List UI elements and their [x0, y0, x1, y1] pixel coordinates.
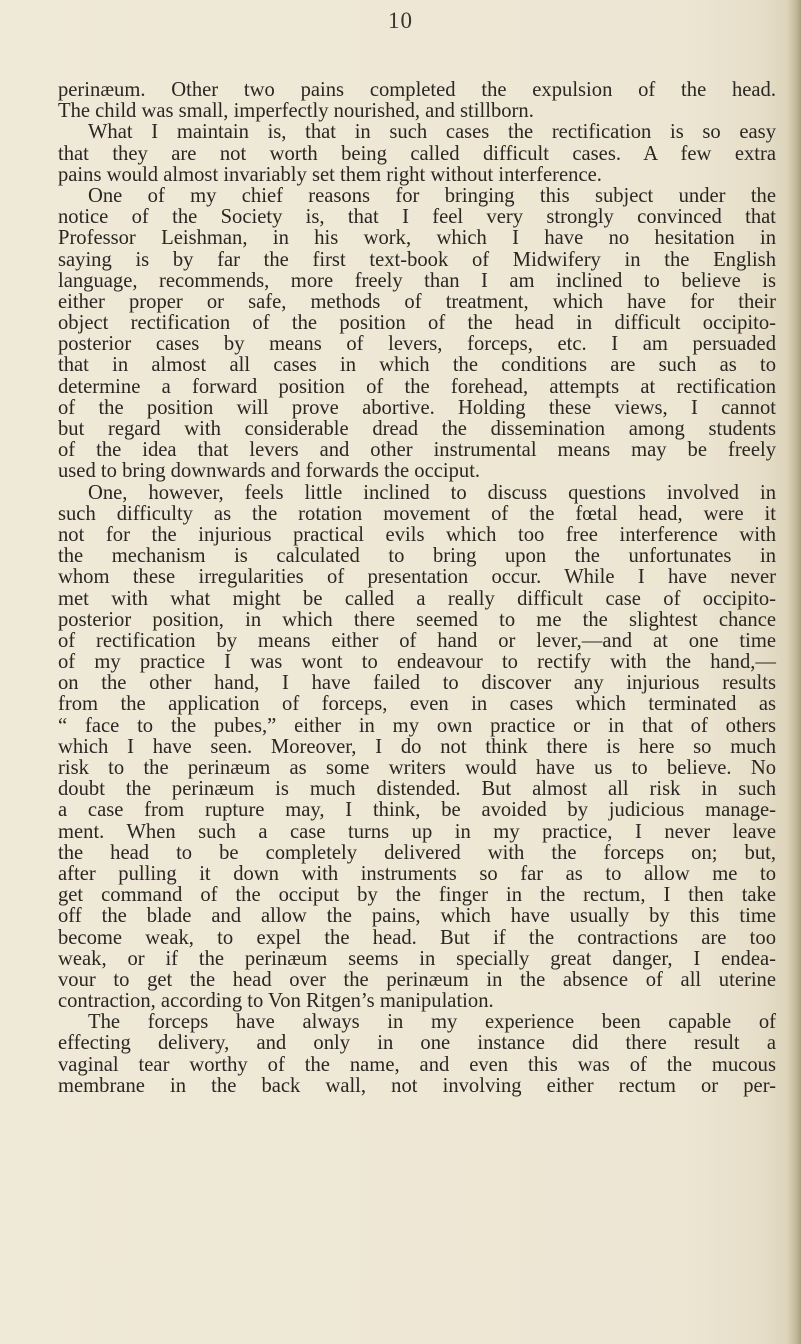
text-line: from the application of forceps, even in cases which terminated as	[58, 693, 776, 716]
text-line: One of my chief reasons for bringing this subject under the	[88, 184, 776, 207]
text-line: posterior position, in which there seemed to me the slightest chance	[58, 608, 776, 631]
text-line: become weak, to expel the head. But if the contractions are too	[58, 926, 776, 949]
text-line: language, recommends, more freely than I am inclined to believe is	[58, 269, 776, 292]
text-line: The forceps have always in my experience been capable of	[88, 1011, 776, 1034]
text-line: not for the injurious practical evils which too free interference with	[58, 523, 776, 546]
text-line: that they are not worth being called difficult cases. A few extra	[58, 142, 776, 165]
text-line: posterior cases by means of levers, forceps, etc. I am persuaded	[58, 333, 776, 356]
text-line: vour to get the head over the perinæum in the absence of all uterine	[58, 968, 776, 991]
page-edge-shadow	[787, 0, 801, 1344]
text-line: What I maintain is, that in such cases the rectification is so easy	[88, 121, 776, 144]
text-line: contraction, according to Von Ritgen’s manipulation.	[58, 990, 494, 1013]
text-line: determine a forward position of the forehead, attempts at rectification	[58, 375, 776, 398]
text-line: effecting delivery, and only in one instance did there result a	[58, 1032, 776, 1055]
text-line: used to bring downwards and forwards the occiput.	[58, 460, 481, 483]
text-line: met with what might be called a really difficult case of occipito-	[58, 587, 776, 610]
text-line: membrane in the back wall, not involving either rectum or per-	[58, 1074, 776, 1097]
text-line: which I have seen. Moreover, I do not think there is here so much	[58, 735, 776, 758]
text-line: notice of the Society is, that I feel very strongly convinced that	[58, 206, 776, 229]
text-line: a case from rupture may, I think, be avoided by judicious manage-	[58, 799, 776, 822]
text-line: pains would almost invariably set them right without interference.	[58, 163, 602, 186]
body-text	[58, 80, 776, 1097]
text-line: such difficulty as the rotation movement of the fœtal head, were it	[58, 502, 776, 525]
text-line: whom these irregularities of presentation occur. While I have never	[58, 566, 776, 589]
text-line: One, however, feels little inclined to discuss questions involved in	[88, 481, 776, 504]
text-line: after pulling it down with instruments so far as to allow me to	[58, 862, 776, 885]
text-line: Professor Leishman, in his work, which I have no hesitation in	[58, 227, 776, 250]
text-line: off the blade and allow the pains, which have usually by this time	[58, 905, 776, 928]
text-line: ment. When such a case turns up in my practice, I never leave	[58, 820, 776, 843]
text-line: of rectification by means either of hand or lever,—and at one time	[58, 629, 776, 652]
text-line: perinæum. Other two pains completed the expulsion of the head.	[58, 79, 776, 101]
text-line: the head to be completely delivered with the forceps on; but,	[58, 841, 776, 864]
text-line: weak, or if the perinæum seems in specially great danger, I endea-	[58, 947, 776, 970]
text-line: object rectification of the position of the head in difficult occipito-	[58, 312, 776, 335]
text-line: on the other hand, I have failed to discover any injurious results	[58, 672, 776, 695]
text-line: get command of the occiput by the finger in the rectum, I then take	[58, 884, 776, 907]
page-number: 10	[388, 8, 413, 33]
text-line: “ face to the pubes,” either in my own practice or in that of others	[58, 714, 776, 737]
text-line: doubt the perinæum is much distended. But almost all risk in such	[58, 778, 776, 801]
text-line: either proper or safe, methods of treatment, which have for their	[58, 290, 776, 313]
text-line: vaginal tear worthy of the name, and even this was of the mucous	[58, 1053, 776, 1076]
text-line: of my practice I was wont to endeavour to rectify with the hand,—	[58, 651, 776, 674]
text-line: the mechanism is calculated to bring upon the unfortunates in	[58, 545, 776, 568]
text-line: saying is by far the first text-book of Midwifery in the English	[58, 248, 776, 271]
text-line: risk to the perinæum as some writers would have us to believe. No	[58, 757, 776, 779]
text-line: The child was small, imperfectly nourished, and stillborn.	[58, 100, 534, 123]
text-line: that in almost all cases in which the conditions are such as to	[58, 354, 776, 377]
text-line: but regard with considerable dread the dissemination among students	[58, 418, 776, 440]
text-line: of the idea that levers and other instrumental means may be freely	[58, 439, 776, 462]
text-line: of the position will prove abortive. Holding these views, I cannot	[58, 396, 776, 419]
